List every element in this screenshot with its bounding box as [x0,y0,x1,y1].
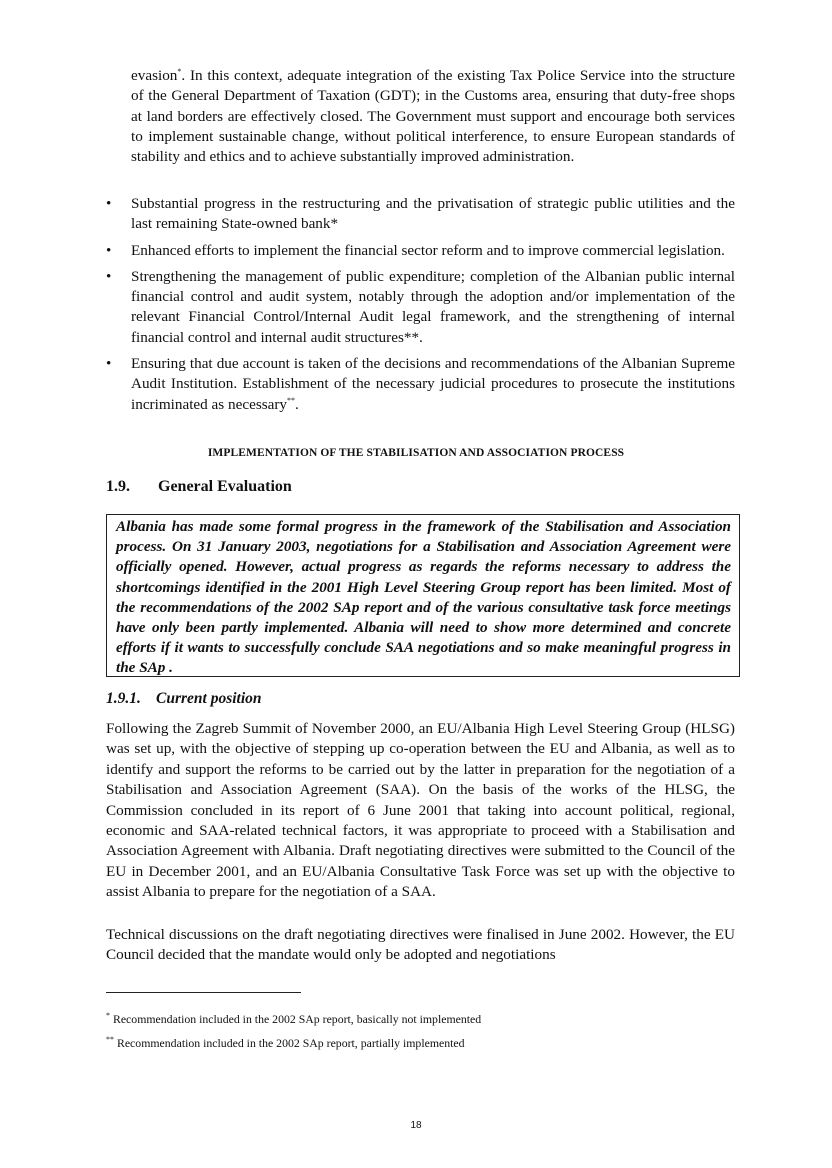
paragraph-text-rest: . In this context, adequate integration of the existing Tax Police Service into the structure of the General Department of Taxation (GDT); in the Customs area, ensuring that duty-free shops at land borders are effectively closed. The Government must support and encourage both services to implement sustainable change, without political interference, to ensure European standards of stability and ethics and to achieve substantially improved administration. [131,67,735,166]
footnote-marker: ** [287,395,296,405]
footnote [106,1036,465,1050]
body-paragraph: Following the Zagreb Summit of November 2000, an EU/Albania High Level Steering Group (HLSG) was set up, with the objective of stepping up co-operation between the EU and Albania, as well as to identify and support the reforms to be carried out by the latter in preparation for the negotiation of a Stabilisation and Association Agreement (SAA). On the basis of the works of the HLSG, the Commission concluded in its report of 6 June 2001 that taking into account political, regional, economic and SAA-related technical factors, it was appropriate to proceed with a Stabilisation and Association Agreement with Albania. Draft negotiating directives were submitted to the Council of the EU in December 2001, and an EU/Albania Consultative Task Force was set up with the objective to assist Albania to prepare for the negotiation of a SAA. [106,720,735,901]
footnote [106,1012,481,1026]
paragraph-text-start: evasion [131,67,178,84]
section-number: 1.9. [106,478,130,495]
bullet-icon: • [106,267,112,285]
body-paragraph: Technical discussions on the draft negotiating directives were finalised in June 2002. However, the EU Council decided that the mandate would only be adopted and negotiations [106,926,735,964]
list-item [106,241,735,261]
continued-paragraph [131,66,735,167]
section-heading [106,478,292,496]
recommendation-list [106,194,735,421]
footnote-marker: * [106,1011,110,1021]
footnote-marker: * [177,66,182,76]
footnote-text: Recommendation included in the 2002 SAp report, partially implemented [116,1036,465,1050]
list-item [106,194,735,235]
list-item-text: Substantial progress in the restructuring and the privatisation of strategic public utilities and the last remaining State-owned bank* [131,195,735,233]
section-title: General Evaluation [158,478,292,495]
subsection-number: 1.9.1. [106,690,141,707]
footnote-marker: ** [106,1035,114,1045]
footnote-divider [106,992,301,993]
bullet-icon: • [106,241,112,259]
list-item-tail: . [295,395,299,413]
list-item-text: Ensuring that due account is taken of the decisions and recommendations of the Albanian Supreme Audit Institution. Establishment of the necessary judicial procedures to prosecute the institutions incriminated as necessary [131,355,735,413]
subsection-title: Current position [156,690,262,707]
footnote-text: Recommendation included in the 2002 SAp report, basically not implemented [112,1012,482,1026]
bullet-icon: • [106,195,112,212]
part-heading: IMPLEMENTATION OF THE STABILISATION AND ASSOCIATION PROCESS [207,447,625,459]
list-item [106,354,735,415]
summary-box: Albania has made some formal progress in the framework of the Stabilisation and Association process. On 31 January 2003, negotiations for a Stabilisation and Association Agreement were officially opened. However, actual progress as regards the reforms necessary to address the shortcomings identified in the 2001 High Level Steering Group report has been limited. Most of the recommendations of the 2002 SAp report and of the various consultative task force meetings have only been partly implemented. Albania will need to show more determined and concrete efforts if it wants to successfully conclude SAA negotiations and so make meaningful progress in the SAp . [106,514,740,677]
list-item-text: Enhanced efforts to implement the financial sector reform and to improve commercial legislation. [131,241,725,259]
page-number: 18 [410,1120,422,1131]
list-item [106,267,735,348]
subsection-heading [106,690,262,708]
bullet-icon: • [106,355,112,373]
list-item-text: Strengthening the management of public expenditure; completion of the Albanian public internal financial control and audit system, notably through the adoption and/or implementation of the relevant Financial Control/Internal Audit legal framework, and the strengthening of internal financial control and internal audit structures**. [131,267,735,346]
